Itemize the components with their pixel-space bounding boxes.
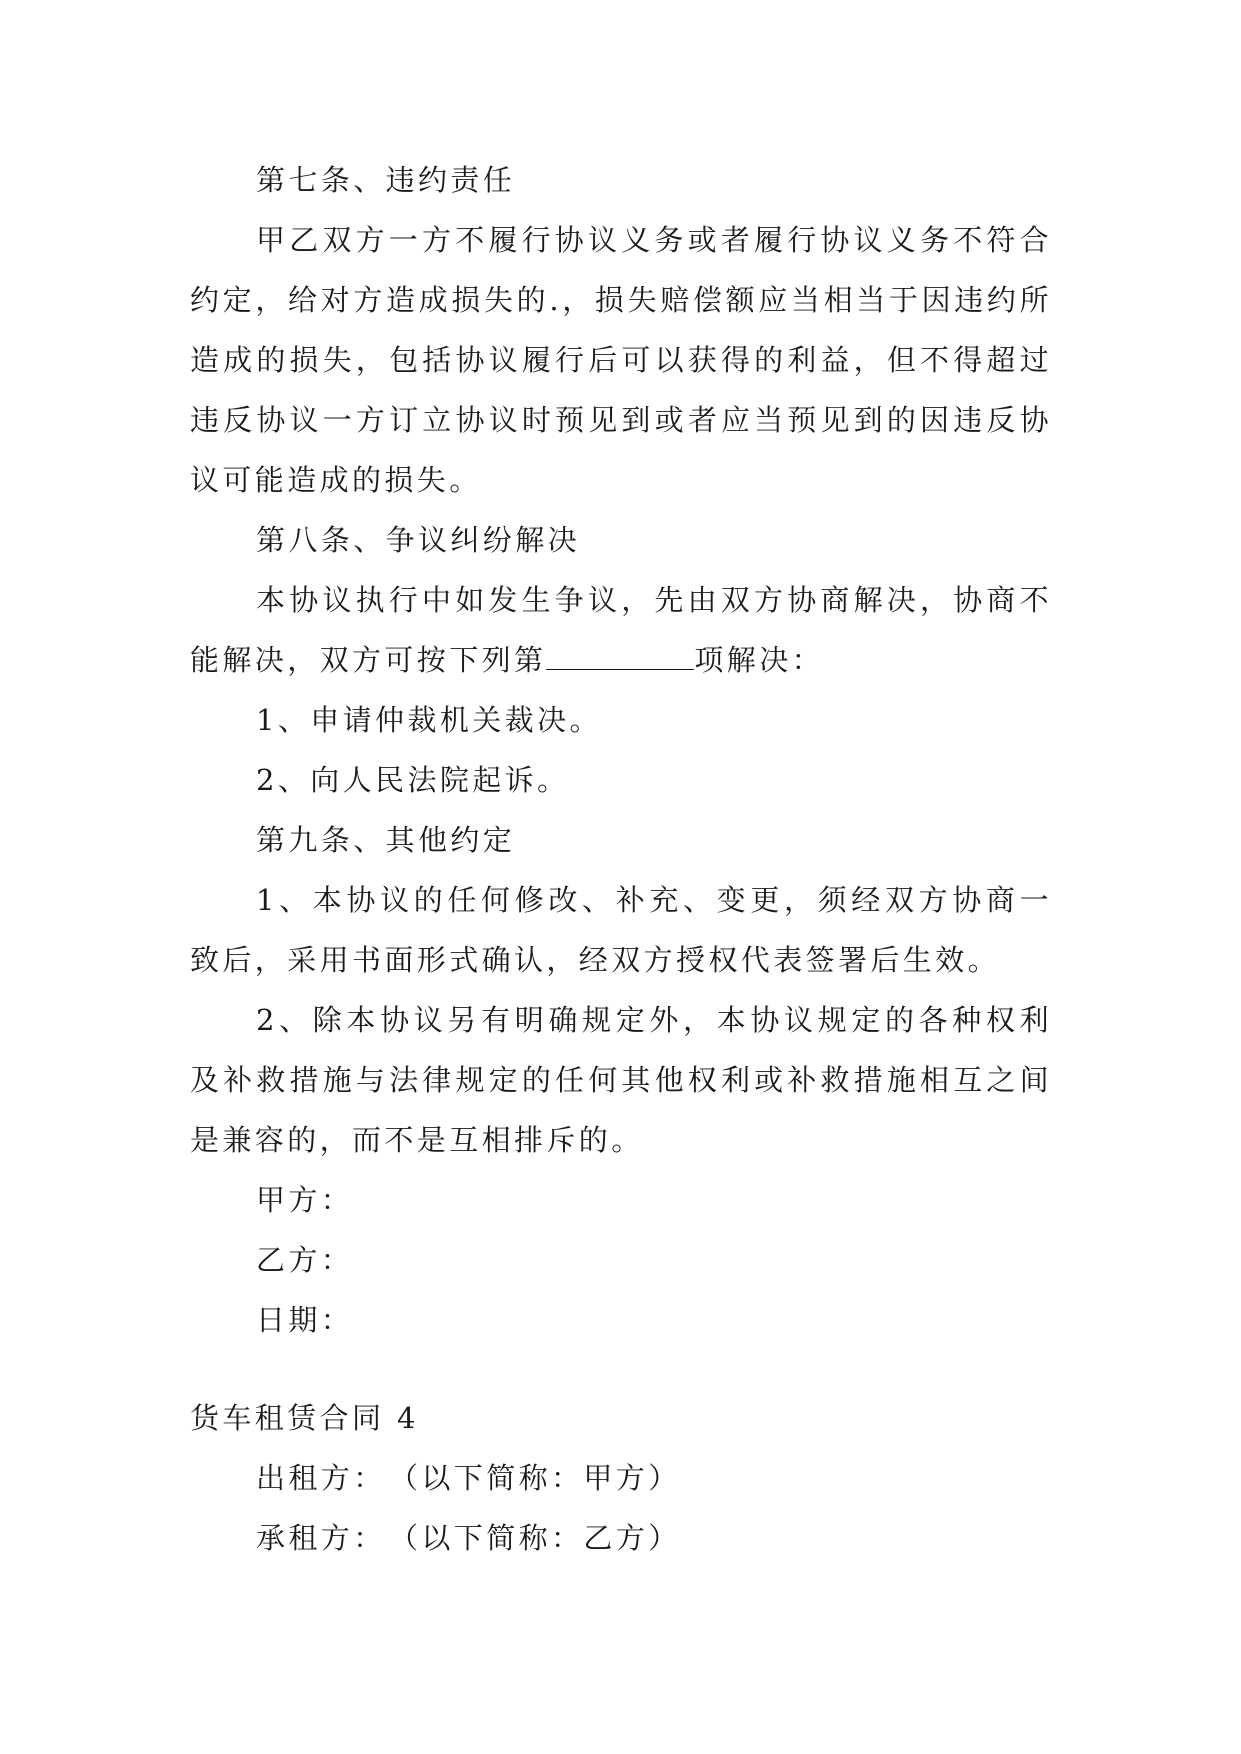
article-8-heading: 第八条、争议纠纷解决 (256, 523, 581, 557)
article-9-heading: 第九条、其他约定 (256, 823, 516, 857)
article-9-item-1: 1、本协议的任何修改、补充、变更，须经双方协商一致后，采用书面形式确认，经双方授权代表签署后生效。 (190, 883, 1052, 977)
article-8-item-1: 1、申请仲裁机关裁决。 (256, 703, 602, 737)
signature-party-a: 甲方： (256, 1183, 354, 1217)
article-8-body-suffix: 项解决： (694, 643, 825, 677)
section-gap (190, 1350, 1052, 1388)
article-7-body: 甲乙双方一方不履行协议义务或者履行协议义务不符合约定，给对方造成损失的.，损失赔偿额应当相当于因违约所造成的损失，包括协议履行后可以获得的利益，但不得超过违反协议一方订立协议时预见到或者应当预见到的因违反协议可能造成的损失。 (190, 223, 1052, 497)
document-content (190, 150, 1052, 1568)
article-9-item-2: 2、除本协议另有明确规定外，本协议规定的各种权利及补救措施与法律规定的任何其他权利或补救措施相互之间是兼容的，而不是互相排斥的。 (190, 1003, 1052, 1157)
lessor-line: 出租方： （以下简称：甲方） (256, 1461, 681, 1495)
article-8-item-2: 2、向人民法院起诉。 (256, 763, 570, 797)
lessee-line: 承租方： （以下简称：乙方） (256, 1521, 681, 1555)
article-8-body (190, 570, 1052, 690)
fill-in-blank (546, 647, 694, 670)
contract-4-title: 货车租赁合同 4 (190, 1401, 419, 1435)
article-7-heading: 第七条、违约责任 (256, 163, 516, 197)
signature-date: 日期： (256, 1303, 354, 1337)
article-8-body-text: 本协议执行中如发生争议，先由双方协商解决，协商不能解决，双方可按下列第 (190, 583, 1052, 677)
signature-party-b: 乙方： (256, 1243, 354, 1277)
